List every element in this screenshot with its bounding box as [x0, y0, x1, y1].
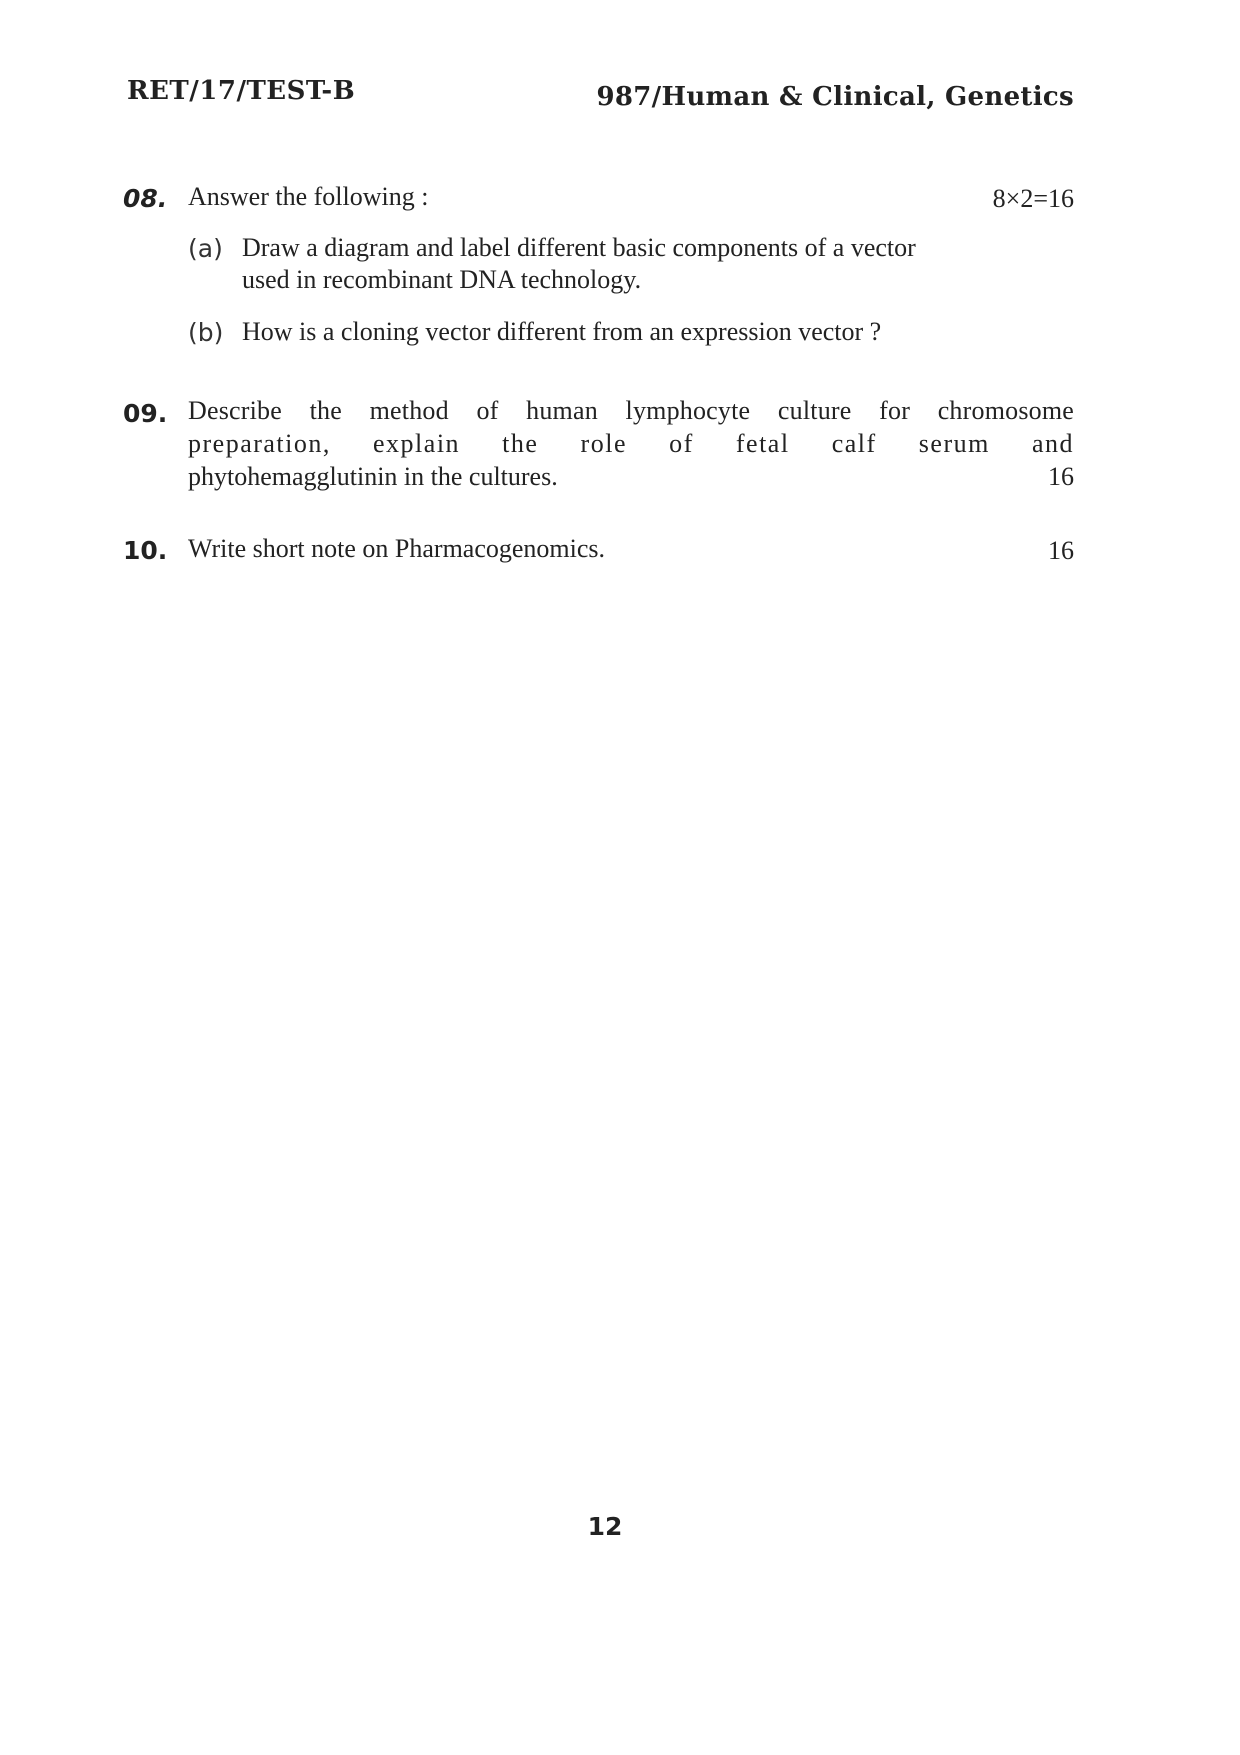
question-number-10: 10.: [123, 536, 168, 565]
part-a-line-2: used in recombinant DNA technology.: [242, 265, 642, 294]
part-b-label: (b): [188, 318, 224, 347]
question-09-marks: 16: [1048, 462, 1074, 491]
part-a-line-1: Draw a diagram and label different basic components of a vector: [242, 233, 916, 262]
question-08-marks: 8×2=16: [992, 184, 1074, 213]
page-number: 12: [587, 1512, 623, 1541]
question-09-line-3: phytohemagglutinin in the cultures.: [188, 462, 558, 491]
question-10-text: Write short note on Pharmacogenomics.: [188, 534, 606, 563]
part-a-text: [242, 232, 1076, 296]
test-code: RET/17/TEST-B: [127, 76, 356, 106]
question-number-09: 09.: [123, 399, 168, 428]
question-number-08: 08.: [123, 184, 168, 213]
part-b-text: How is a cloning vector different from an expression vector ?: [242, 317, 882, 346]
part-a-label: (a): [188, 234, 223, 263]
subject-title: 987/Human & Clinical, Genetics: [596, 82, 1074, 112]
question-09-line-2: preparation, explain the role of fetal calf serum and: [188, 429, 1074, 458]
question-09-line-1: Describe the method of human lymphocyte culture for chromosome: [188, 396, 1074, 425]
question-09-text: [188, 394, 1074, 493]
question-08-text: Answer the following :: [188, 182, 429, 211]
question-10-marks: 16: [1048, 536, 1074, 565]
